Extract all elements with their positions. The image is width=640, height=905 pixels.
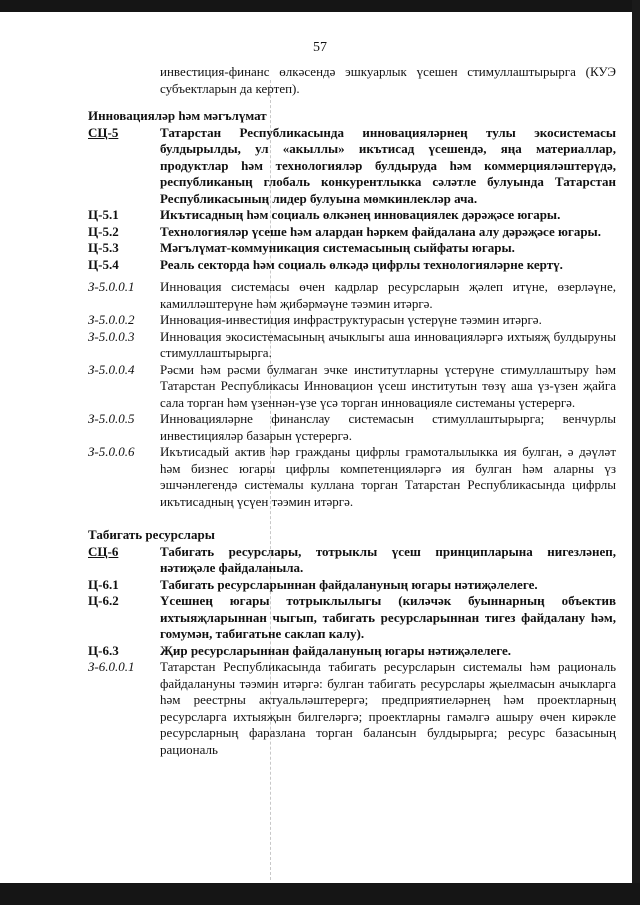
target-row [88, 240, 616, 257]
strategic-goal-row [88, 544, 616, 577]
target-row [88, 577, 616, 594]
task-code: З-5.0.0.5 [88, 411, 135, 426]
task-code: З-5.0.0.4 [88, 361, 135, 377]
section-title-innovation: Инновацияләр һәм мәгълүмат [88, 108, 267, 123]
goal-code: СЦ-6 [88, 543, 119, 559]
task-row [88, 659, 616, 758]
document-body [88, 64, 616, 758]
goal-code: СЦ-5 [88, 124, 119, 140]
target-text: Мәгълүмат-коммуникация системасының сыйфаты югары. [160, 240, 515, 255]
task-row [88, 444, 616, 510]
target-row [88, 257, 616, 274]
goal-text: Табигать ресурслары, тотрыклы үсеш принципларына нигезләнеп, нәтиҗәле файдаланыла. [160, 543, 616, 575]
target-row [88, 207, 616, 224]
scan-top-border [0, 0, 640, 12]
target-row [88, 643, 616, 660]
target-text: Икътисадның һәм социаль өлкәнең инновациялек дәрәҗәсе югары. [160, 207, 561, 222]
target-text: Реаль секторда һәм социаль өлкәдә цифрлы технологияләрне кертү. [160, 256, 563, 272]
target-row [88, 224, 616, 241]
task-row [88, 362, 616, 412]
task-row [88, 411, 616, 444]
task-text: Татарстан Республикасында табигать ресурсларын системалы һәм рациональ файдалануны тәэмин итәргә: булган табигать ресурслары җыелмасын ачыкларга һәм реестрны актуальләштерергә; предприятиеләрнең һәм проектларның ресурсларга ихтыяҗын билгеләргә; проектларны гамәлгә ашыру өчен кирәкле ресурсларның фаразлана торган балансын булдырырга; ресурс базасының рациональ [160, 659, 616, 757]
target-code: Ц-5.4 [88, 256, 119, 272]
task-text: Инновацияләрне финанслау системасын стимуллаштырырга; венчурлы инвестицияләр базарын үстерергә. [160, 411, 616, 443]
target-code: Ц-6.2 [88, 593, 119, 608]
task-row [88, 329, 616, 362]
task-code: З-5.0.0.2 [88, 312, 135, 327]
target-row [88, 593, 616, 643]
task-row [88, 279, 616, 312]
target-text: Технологияләр үсеше һәм алардан һәркем файдалана алу дәрәҗәсе югары. [160, 223, 601, 239]
task-code: З-5.0.0.3 [88, 328, 135, 344]
page-number: 57 [313, 40, 327, 55]
target-code: Ц-5.1 [88, 207, 119, 222]
task-code: З-5.0.0.1 [88, 279, 135, 294]
target-code: Ц-5.2 [88, 223, 119, 239]
task-text: Рәсми һәм рәсми булмаган эчке институтларны үстерүне стимуллаштыру һәм Татарстан Республикасы Инновацион үсеш институтын төзү аша үз-үзен җайга сала торган һәм үзеннән-үзе үсә торган инновацияле системаны үстерергә. [160, 361, 616, 410]
target-text: Табигать ресурсларыннан файдалануның югары нәтиҗәлелеге. [160, 576, 538, 592]
scan-right-border [632, 0, 640, 905]
task-row [88, 312, 616, 329]
goal-text: Татарстан Республикасында инновацияләрнең тулы экосистемасы булдырылды, ул «акыллы» икътисад үсешендә, яңа материаллар, продуктлар һәм технологияләр булдыруда һәм коммерцияләштерүдә, республиканың глобаль конкурентлыкка сәләтле булуында Татарстан Республикасының лидер булуына мөмкинлекләр ача. [160, 124, 616, 206]
task-text: Инновация-инвестиция инфраструктурасын үстерүне тәэмин итәргә. [160, 312, 542, 327]
target-code: Ц-6.3 [88, 642, 119, 658]
task-text: Инновация системасы өчен кадрлар ресурсларын җәлеп итүне, өзерләүне, камилләштерүне һәм җибәрмәүне тәэмин итәргә. [160, 279, 616, 311]
target-code: Ц-6.1 [88, 576, 119, 592]
task-code: З-5.0.0.6 [88, 444, 135, 459]
task-text: Инновация экосистемасының ачыклыгы аша инновацияләргә ихтыяҗ булдыруны стимуллаштырырга. [160, 328, 616, 360]
target-text: Үсешнең югары тотрыклылыгы (киләчәк буыннарның объектив ихтыяҗларыннан чыгып, табигать ресурсларыннан тигез файдалану һәм, гомумән, табигатьне саклап калу). [160, 593, 616, 641]
intro-paragraph: инвестиция-финанс өлкәсендә эшкуарлык үсешен стимуллаштырырга (КУЭ субъектларын да кертеп). [160, 64, 616, 96]
target-code: Ц-5.3 [88, 240, 119, 255]
section-title-natural-resources: Табигать ресурслары [88, 527, 215, 542]
strategic-goal-row [88, 125, 616, 208]
task-code: З-6.0.0.1 [88, 659, 135, 674]
target-text: Җир ресурсларыннан файдалануның югары нәтиҗәлелеге. [160, 642, 511, 658]
task-text: Икътисадый актив һәр гражданы цифрлы грамоталылыкка ия булган, ә дәүләт һәм бизнес югары цифрлы компетенцияләргә ия булган һәм аларны үз эшчәнлегендә системалы куллана торган Татарстан Республикасында цифрлы икътисадның үсүен тәэмин итәргә. [160, 444, 616, 509]
scan-bottom-border [0, 883, 640, 905]
